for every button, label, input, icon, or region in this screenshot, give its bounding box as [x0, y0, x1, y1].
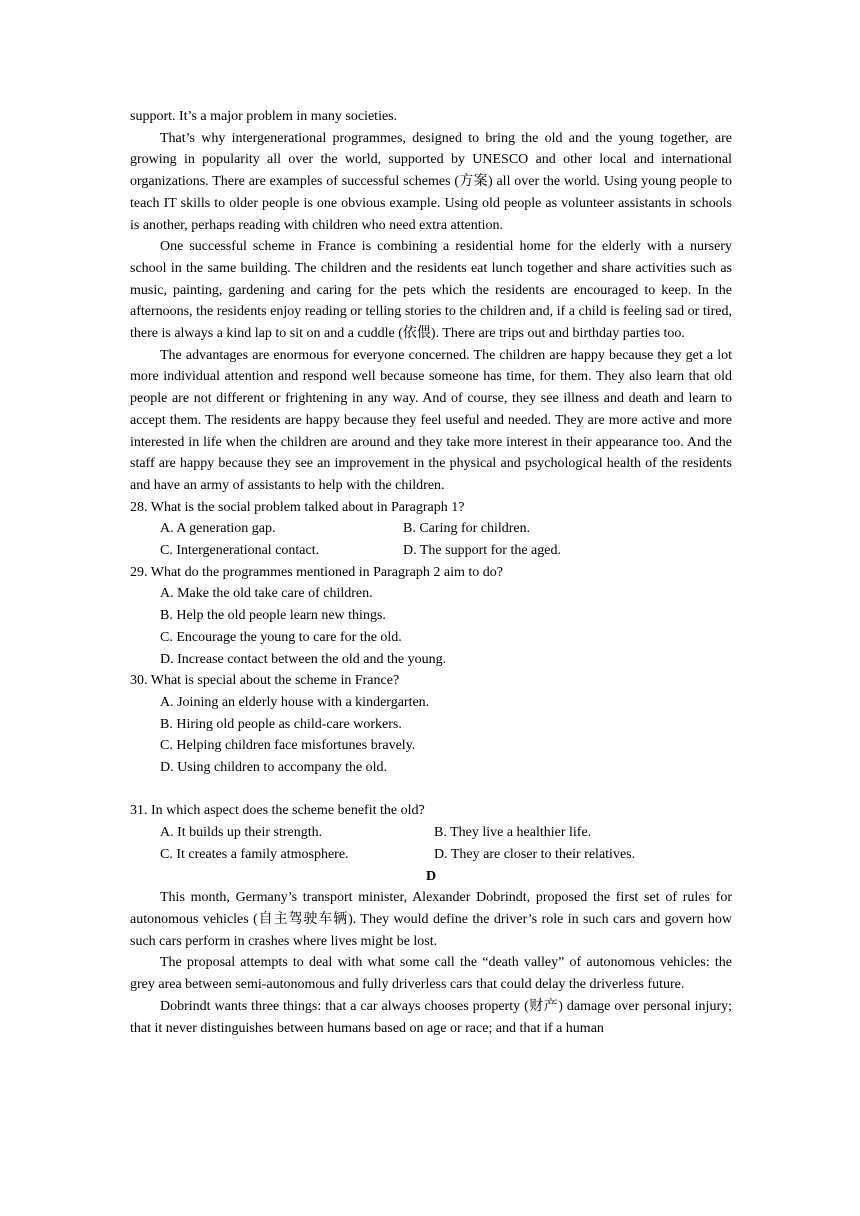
option-a: A. Joining an elderly house with a kindergarten.	[160, 694, 430, 710]
option-a: A. A generation gap.	[160, 521, 276, 537]
question-30	[130, 670, 732, 779]
option-a: A. Make the old take care of children.	[160, 586, 373, 602]
option-b: B. They live a healthier life.	[434, 825, 592, 841]
question-stem: 29. What do the programmes mentioned in Paragraph 2 aim to do?	[130, 564, 503, 580]
question-31	[130, 800, 732, 865]
passage-d-paragraph-3: Dobrindt wants three things: that a car always chooses property (财产) damage over personal injury; that it never distinguishes between humans based on age or race; and that if a human	[130, 998, 732, 1036]
question-29	[130, 562, 732, 671]
passage-c-paragraph-0: support. It’s a major problem in many societies.	[130, 109, 398, 124]
exam-page	[130, 106, 732, 1039]
option-c: C. Encourage the young to care for the old.	[160, 629, 402, 645]
option-b: B. Help the old people learn new things.	[160, 608, 386, 624]
question-stem: 30. What is special about the scheme in France?	[130, 673, 400, 689]
passage-c-paragraph-1: That’s why intergenerational programmes, designed to bring the old and the young together, are growing in popularity all over the world, supported by UNESCO and other local and international organizations. There are examples of successful schemes (方案) all over the world. Using young people to teach IT skills to older people is one obvious example. Using old people as volunteer assistants in schools is another, perhaps reading with children who need extra attention.	[130, 130, 732, 233]
option-b: B. Caring for children.	[403, 521, 531, 537]
passage-d-paragraph-1: This month, Germany’s transport minister, Alexander Dobrindt, proposed the first set of rules for autonomous vehicles (自主驾驶车辆). They would define the driver’s role in such cars and govern how such cars perform in crashes where lives might be lost.	[130, 890, 732, 949]
option-d: D. They are closer to their relatives.	[434, 846, 636, 862]
passage-c-paragraph-2: One successful scheme in France is combining a residential home for the elderly with a nursery school in the same building. The children and the residents eat lunch together and share activities such as music, painting, gardening and caring for the pets which the residents are encouraged to keep. In the afternoons, the residents enjoy reading or telling stories to the children and, if a child is feeling sad or tired, there is always a kind lap to sit on and a cuddle (依偎). There are trips out and birthday parties too.	[130, 239, 732, 342]
question-stem: 31. In which aspect does the scheme benefit the old?	[130, 803, 425, 819]
option-c: C. Intergenerational contact.	[160, 543, 320, 559]
option-a: A. It builds up their strength.	[160, 825, 323, 841]
option-d: D. Increase contact between the old and the young.	[160, 651, 447, 667]
option-c: C. It creates a family atmosphere.	[160, 846, 349, 862]
passage-d-heading: D	[425, 868, 437, 884]
passage-c-paragraph-3: The advantages are enormous for everyone concerned. The children are happy because they get a lot more individual attention and respond well because someone has time, for them. They also learn that old people are not different or frightening in any way. And of course, they see illness and death and learn to accept them. The residents are happy because they feel useful and needed. They are more active and more interested in life when the children are around and they take more interest in their appearance too. And the staff are happy because they see an improvement in the physical and psychological health of the residents and have an army of assistants to help with the children.	[130, 347, 732, 493]
blank-line	[130, 779, 732, 801]
passage-d-paragraph-2: The proposal attempts to deal with what some call the “death valley” of autonomous vehicles: the grey area between semi-autonomous and fully driverless cars that could delay the driverless future.	[130, 955, 732, 993]
question-28	[130, 497, 732, 562]
question-stem: 28. What is the social problem talked about in Paragraph 1?	[130, 499, 465, 515]
option-d: D. The support for the aged.	[403, 543, 561, 559]
option-d: D. Using children to accompany the old.	[160, 760, 388, 776]
option-b: B. Hiring old people as child-care workers.	[160, 716, 402, 732]
option-c: C. Helping children face misfortunes bravely.	[160, 738, 416, 754]
